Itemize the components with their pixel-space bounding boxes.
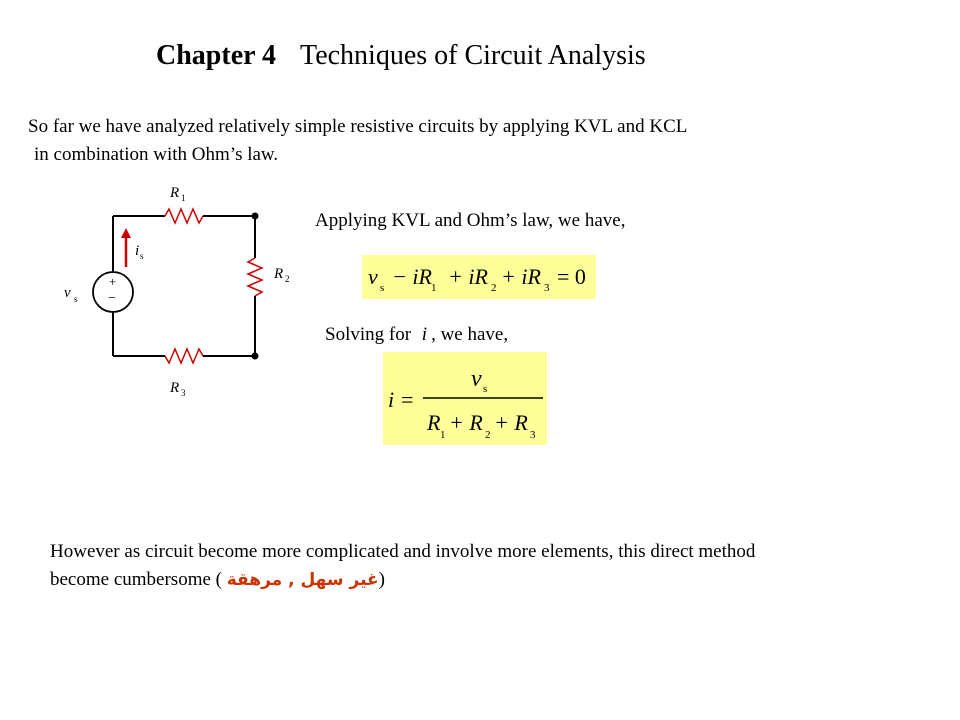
intro-line-1: So far we have analyzed relatively simple resistive circuits by applying KVL and KCL: [28, 116, 688, 137]
current-label: i: [135, 243, 140, 259]
eq2-numerator-sub: s: [483, 383, 488, 395]
r2-resistor: [248, 258, 262, 296]
eq1-term1-sub: 1: [431, 282, 437, 294]
r2-label: R: [274, 266, 284, 282]
eq1-term3-sub: 3: [544, 282, 550, 294]
eq2-den1-sub: 1: [440, 429, 446, 441]
bottom-line-1: However as circuit become more complicated and involve more elements, this direct method: [50, 541, 756, 562]
eq2-den3-sub: 3: [530, 429, 536, 441]
eq2-den1: R: [427, 410, 441, 435]
r1-resistor: [165, 209, 203, 223]
node-bottom-right: [252, 353, 259, 360]
r2-sub: 2: [285, 274, 290, 284]
eq1-term2: + iR: [448, 264, 488, 289]
eq1-rhs: = 0: [557, 264, 586, 289]
solve-variable: i: [421, 324, 428, 345]
eq1-v-sub: s: [380, 282, 385, 294]
r3-label: R: [170, 380, 180, 396]
solve-suffix: , we have,: [431, 324, 509, 345]
circuit-diagram: [55, 175, 305, 410]
solution-equation: [383, 352, 547, 445]
eq2-numerator: v: [471, 366, 482, 392]
solve-prefix: Solving for: [325, 324, 412, 345]
bottom-line-2-suffix: ): [378, 569, 385, 590]
eq2-den2-sub: 2: [485, 429, 491, 441]
eq1-term2-sub: 2: [491, 282, 497, 294]
node-top-right: [252, 213, 259, 220]
bottom-line-2-prefix: become cumbersome (: [50, 569, 222, 590]
minus-sign: −: [108, 291, 116, 306]
current-sub: s: [140, 251, 144, 261]
source-sub: s: [74, 294, 78, 304]
eq2-den2: + R: [449, 410, 483, 435]
chapter-topic: Techniques of Circuit Analysis: [300, 40, 646, 71]
bottom-line-2: [50, 566, 755, 594]
kvl-equation: [362, 255, 596, 299]
current-arrow-icon: [121, 228, 131, 238]
eq1-term3: + iR: [501, 264, 541, 289]
intro-paragraph: [28, 113, 687, 169]
r3-sub: 3: [181, 388, 186, 398]
chapter-label: Chapter 4: [156, 40, 277, 71]
arabic-translation: غير سهل , مرهقة: [226, 570, 379, 590]
kvl-note: Applying KVL and Ohm’s law, we have,: [315, 210, 626, 231]
plus-sign: +: [109, 274, 117, 289]
bottom-paragraph: [50, 538, 755, 594]
r1-label: R: [170, 185, 180, 201]
r1-sub: 1: [181, 193, 186, 203]
r3-resistor: [165, 349, 203, 363]
eq1-v: v: [368, 264, 378, 289]
intro-line-2: in combination with Ohm’s law.: [34, 144, 279, 165]
eq2-lhs: i =: [388, 387, 415, 412]
eq2-den3: + R: [494, 410, 528, 435]
page-title: [156, 40, 646, 72]
eq1-term1: − iR: [392, 264, 432, 289]
source-label: v: [64, 285, 71, 301]
solve-note: [325, 324, 508, 346]
